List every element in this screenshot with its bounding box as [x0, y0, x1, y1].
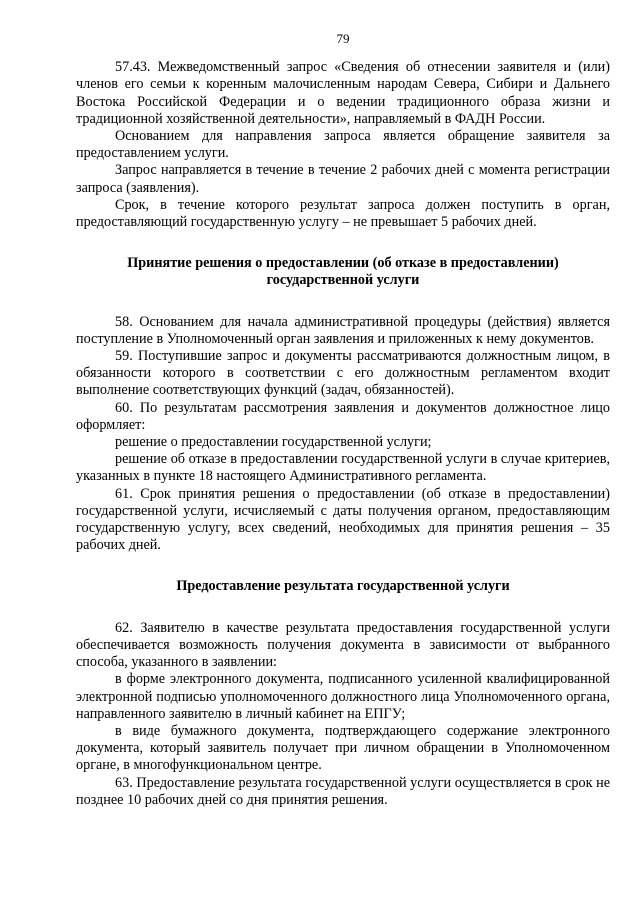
paragraph-request-timing: Запрос направляется в течение в течение 2 рабочих дней с момента регистрации запроса (заявления).	[76, 162, 610, 196]
section-heading-result: Предоставление результата государственной услуги	[176, 578, 510, 595]
paragraph-electronic-form: в форме электронного документа, подписанного усиленной квалифицированной электронной подписью уполномоченного должностного лица Уполномоченного органа, направленного заявителю в личный кабинет на ЕПГУ;	[76, 671, 610, 722]
paragraph-58: 58. Основанием для начала административной процедуры (действия) является поступление в Уполномоченный орган заявления и приложенных к нему документов.	[76, 313, 610, 347]
paragraph-61: 61. Срок принятия решения о предоставлении (об отказе в предоставлении) государственной услуги, исчисляемый с даты получения органом, предоставляющим государственную услугу, всех сведений, необходимых для принятия решения – 35 рабочих дней.	[76, 485, 610, 554]
section-heading-decision: Принятие решения о предоставлении (об отказе в предоставлении) государственной услуги	[127, 255, 559, 289]
paragraph-paper-form: в виде бумажного документа, подтверждающего содержание электронного документа, который заявитель получает при личном обращении в Уполномоченном органе, в многофункциональном центре.	[76, 722, 610, 774]
paragraph-57-43: 57.43. Межведомственный запрос «Сведения об отнесении заявителя и (или) членов его семьи к коренным малочисленным народам Севера, Сибири и Дальнего Востока Российской Федерации и о ведении традиционного образа жизни и традиционной хозяйственной деятельности», направляемый в ФАДН России.	[76, 59, 610, 127]
document-page	[76, 30, 610, 809]
page-number: 79	[336, 31, 350, 46]
paragraph-63: 63. Предоставление результата государственной услуги осуществляется в срок не позднее 10 рабочих дней со дня принятия решения.	[76, 774, 610, 808]
paragraph-request-basis: Основанием для направления запроса является обращение заявителя за предоставлением услуги.	[76, 128, 610, 162]
paragraph-decision-grant: решение о предоставлении государственной услуги;	[115, 434, 432, 451]
paragraph-60: 60. По результатам рассмотрения заявления и документов должностное лицо оформляет:	[76, 399, 610, 433]
paragraph-62: 62. Заявителю в качестве результата предоставления государственной услуги обеспечивается возможность получения документа в зависимости от выбранного способа, указанного в заявлении:	[76, 619, 610, 671]
paragraph-59: 59. Поступившие запрос и документы рассматриваются должностным лицом, в обязанности которого в соответствии с его должностным регламентом входит выполнение соответствующих функций (задач, обязанностей).	[76, 348, 610, 399]
paragraph-request-deadline: Срок, в течение которого результат запроса должен поступить в орган, предоставляющий государственную услугу – не превышает 5 рабочих дней.	[76, 196, 610, 231]
paragraph-decision-refusal: решение об отказе в предоставлении государственной услуги в случае критериев, указанных в пункте 18 настоящего Административного регламента.	[76, 451, 610, 485]
